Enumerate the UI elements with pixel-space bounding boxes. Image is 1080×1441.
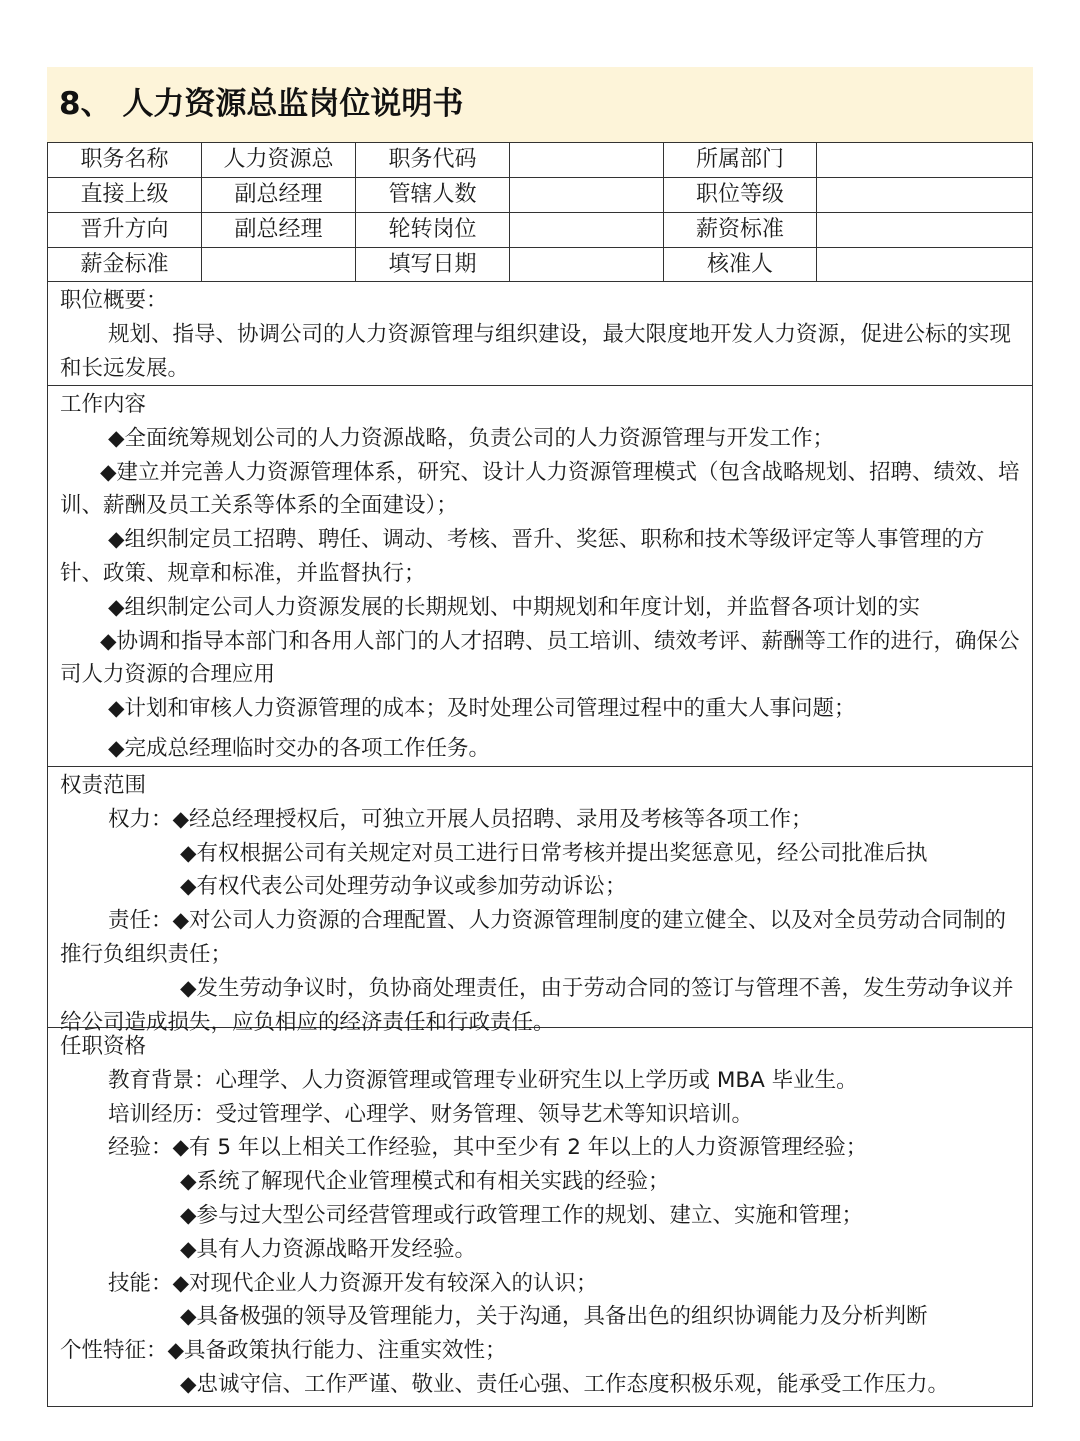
info-cell (510, 213, 664, 248)
info-cell (510, 248, 664, 282)
skills-label: 技能： (108, 1270, 173, 1296)
info-cell (817, 213, 1032, 248)
power-line (60, 803, 1020, 837)
duty-item: ◆完成总经理临时交办的各项工作任务。 (108, 735, 491, 761)
power-label: 权力： (108, 806, 173, 832)
info-grid (48, 143, 1032, 282)
info-cell (202, 248, 356, 282)
duties-section (48, 386, 1032, 767)
experience-item: ◆参与过大型公司经营管理或行政管理工作的规划、建立、实施和管理； (180, 1202, 864, 1228)
personality-item: ◆具备政策执行能力、注重实效性； (167, 1338, 507, 1364)
info-cell: 管辖人数 (356, 178, 510, 213)
experience-item: ◆有 5 年以上相关工作经验，其中至少有 2 年以上的人力资源管理经验； (172, 1135, 868, 1161)
info-cell (817, 178, 1032, 213)
info-cell (510, 143, 664, 178)
job-description-table (47, 142, 1033, 1407)
duty-item: ◆建立并完善人力资源管理体系，研究、设计人力资源管理模式（包含战略规划、招聘、绩效、培训、薪酬及员工关系等体系的全面建设）； (60, 459, 1020, 519)
skills-item: ◆具备极强的领导及管理能力，关于沟通，具备出色的组织协调能力及分析判断 (180, 1304, 928, 1330)
training-line: 培训经历：受过管理学、心理学、财务管理、领导艺术等知识培训。 (108, 1101, 754, 1127)
responsibility-item: ◆对公司人力资源的合理配置、人力资源管理制度的建立健全、以及对全员劳动合同制的推行负组织责任； (60, 908, 1007, 967)
info-cell (510, 178, 664, 213)
experience-item: ◆具有人力资源战略开发经验。 (180, 1236, 477, 1262)
duties-heading: 工作内容 (60, 392, 147, 417)
info-cell: 所属部门 (664, 143, 817, 178)
info-cell (817, 248, 1032, 282)
info-cell (817, 143, 1032, 178)
duty-item: ◆组织制定公司人力资源发展的长期规划、中期规划和年度计划，并监督各项计划的实 (108, 594, 921, 620)
info-cell: 填写日期 (356, 248, 510, 282)
duty-label: 责任： (108, 908, 173, 934)
qualifications-heading: 任职资格 (60, 1034, 147, 1059)
power-item: ◆有权代表公司处理劳动争议或参加劳动诉讼； (180, 874, 627, 900)
overview-text: 规划、指导、协调公司的人力资源管理与组织建设，最大限度地开发人力资源，促进公标的实现和长远发展。 (60, 321, 1012, 381)
overview-section (48, 282, 1032, 386)
duty-item: ◆组织制定员工招聘、聘任、调动、考核、晋升、奖惩、职称和技术等级评定等人事管理的方针、政策、规章和标准，并监督执行； (60, 527, 985, 586)
info-cell: 职务代码 (356, 143, 510, 178)
personality-label: 个性特征： (60, 1338, 168, 1364)
duty-line (60, 904, 1020, 972)
skills-line (60, 1267, 1020, 1301)
info-cell: 核准人 (664, 248, 817, 282)
duty-item: ◆全面统筹规划公司的人力资源战略，负责公司的人力资源管理与开发工作； (108, 425, 835, 451)
authority-section (48, 767, 1032, 1035)
responsibility-item: ◆发生劳动争议时，负协商处理责任，由于劳动合同的签订与管理不善，发生劳动争议并给公司造成损失，应负相应的经济责任和行政责任。 (60, 975, 1014, 1035)
personality-line (60, 1334, 1020, 1368)
info-cell: 轮转岗位 (356, 213, 510, 248)
skills-item: ◆对现代企业人力资源开发有较深入的认识； (172, 1270, 598, 1296)
authority-heading: 权责范围 (60, 773, 147, 798)
personality-item: ◆忠诚守信、工作严谨、敬业、责任心强、工作态度积极乐观，能承受工作压力。 (180, 1371, 950, 1397)
info-cell: 副总经理 (202, 178, 356, 213)
page-title: 8、 人力资源总监岗位说明书 (47, 67, 1033, 142)
education-line: 教育背景：心理学、人力资源管理或管理专业研究生以上学历或 MBA 毕业生。 (108, 1067, 858, 1093)
info-cell: 职位等级 (664, 178, 817, 213)
info-cell: 职务名称 (48, 143, 202, 178)
info-cell: 薪资标准 (664, 213, 817, 248)
info-cell: 人力资源总 (202, 143, 356, 178)
duty-item: ◆协调和指导本部门和各用人部门的人才招聘、员工培训、绩效考评、薪酬等工作的进行，确保公司人力资源的合理应用 (60, 628, 1020, 688)
experience-item: ◆系统了解现代企业管理模式和有相关实践的经验； (180, 1169, 670, 1195)
info-cell: 晋升方向 (48, 213, 202, 248)
info-cell: 副总经理 (202, 213, 356, 248)
qualifications-section (48, 1028, 1032, 1409)
info-cell: 直接上级 (48, 178, 202, 213)
experience-line (60, 1131, 1020, 1165)
power-item: ◆经总经理授权后，可独立开展人员招聘、录用及考核等各项工作； (172, 806, 813, 832)
duty-item: ◆计划和审核人力资源管理的成本；及时处理公司管理过程中的重大人事问题； (108, 696, 856, 722)
overview-heading: 职位概要： (60, 288, 168, 313)
power-item: ◆有权根据公司有关规定对员工进行日常考核并提出奖惩意见，经公司批准后执 (180, 840, 928, 866)
info-cell: 薪金标准 (48, 248, 202, 282)
experience-label: 经验： (108, 1135, 173, 1161)
